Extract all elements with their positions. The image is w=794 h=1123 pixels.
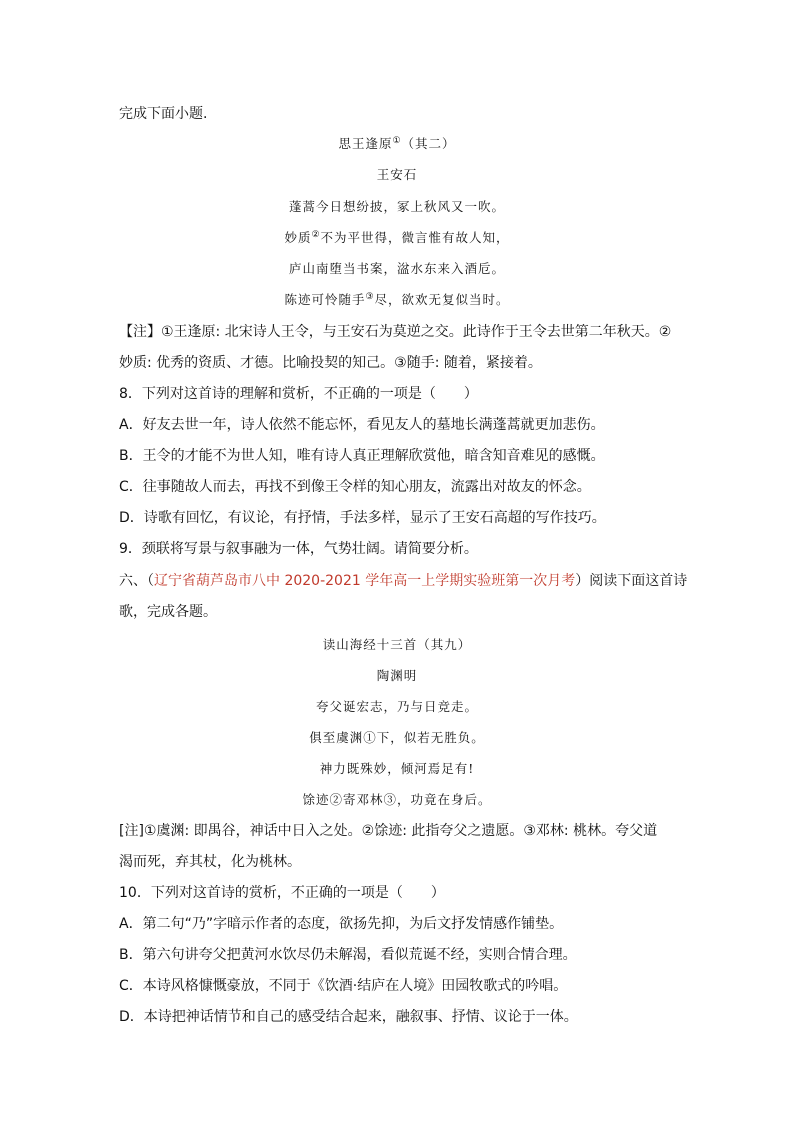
poem2-line-1: 夸父诞宏志，乃与日竞走。 (315, 699, 478, 714)
note2-line-1: [注]①虞渊: 即禺谷，神话中日入之处。②馀迹: 此指夸父之遗愿。③邓林: 桃林。夸父道 (119, 823, 658, 839)
poem2-title: 读山海经十三首（其九） (322, 637, 472, 652)
poem1-line-2: 妙质②不为平世得，微言惟有故人知， (284, 229, 510, 245)
section6-heading-line-2: 歌，完成各题。 (119, 604, 217, 620)
poem2-line-2: 俱至虞渊①下，似若无胜负。 (309, 730, 485, 745)
section6-heading: 六、（辽宁省葫芦岛市八中 2020-2021 学年高一上学期实验班第一次月考）阅读下面这首诗 (119, 573, 688, 589)
poem1-line-4: 陈迹可怜随手③尽，欲欢无复似当时。 (284, 291, 510, 307)
question-9: 9．颈联将写景与叙事融为一体，气势壮阔。请简要分析。 (119, 541, 478, 557)
poem1-title: 思王逢原①（其二） (338, 135, 456, 151)
question-10-option-a: A．第二句“乃”字暗示作者的态度，欲扬先抑，为后文抒发情感作铺垫。 (119, 916, 564, 932)
question-10-option-c: C．本诗风格慷慨豪放，不同于《饮酒·结庐在人境》田园牧歌式的吟唱。 (119, 978, 568, 994)
question-10-stem: 10．下列对这首诗的赏析，不正确的一项是（ ） (119, 885, 445, 901)
poem1-author: 王安石 (376, 167, 418, 182)
question-8-stem: 8．下列对这首诗的理解和赏析，不正确的一项是（ ） (119, 386, 478, 402)
poem1-line-1: 蓬蒿今日想纷披，冢上秋风又一吹。 (288, 199, 505, 214)
question-10-option-b: B．第六句讲夸父把黄河水饮尽仍未解渴，看似荒诞不经，实则合情合理。 (119, 947, 577, 963)
question-8-option-d: D．诗歌有回忆，有议论，有抒情，手法多样，显示了王安石高超的写作技巧。 (119, 510, 606, 526)
note1-line-1: 【注】①王逢原: 北宋诗人王令，与王安石为莫逆之交。此诗作于王令去世第二年秋天。② (119, 324, 672, 340)
note2-line-2: 渴而死，弃其杖，化为桃林。 (119, 854, 301, 870)
poem2-author: 陶渊明 (376, 668, 418, 683)
intro-text: 完成下面小题. (119, 106, 208, 122)
question-8-option-b: B．王令的才能不为世人知，唯有诗人真正理解欣赏他，暗含知音难见的感慨。 (119, 448, 605, 464)
question-8-option-c: C．往事随故人而去，再找不到像王令样的知心朋友，流露出对故友的怀念。 (119, 479, 591, 495)
poem2-line-4: 馀迹②寄邓林③，功竟在身后。 (302, 792, 492, 807)
poem1-line-3: 庐山南堕当书案，湓水东来入酒卮。 (288, 261, 505, 276)
question-8-option-a: A．好友去世一年，诗人依然不能忘怀，看见友人的墓地长满蓬蒿就更加悲伤。 (119, 417, 605, 433)
section6-source: 辽宁省葫芦岛市八中 2020-2021 学年高一上学期实验班第一次月考 (154, 573, 576, 589)
note1-line-2: 妙质: 优秀的资质、才德。比喻投契的知己。③随手: 随着，紧接着。 (119, 355, 542, 371)
question-10-option-d: D．本诗把神话情节和自己的感受结合起来，融叙事、抒情、议论于一体。 (119, 1009, 578, 1025)
poem2-line-3: 神力既殊妙，倾河焉足有! (319, 761, 475, 776)
